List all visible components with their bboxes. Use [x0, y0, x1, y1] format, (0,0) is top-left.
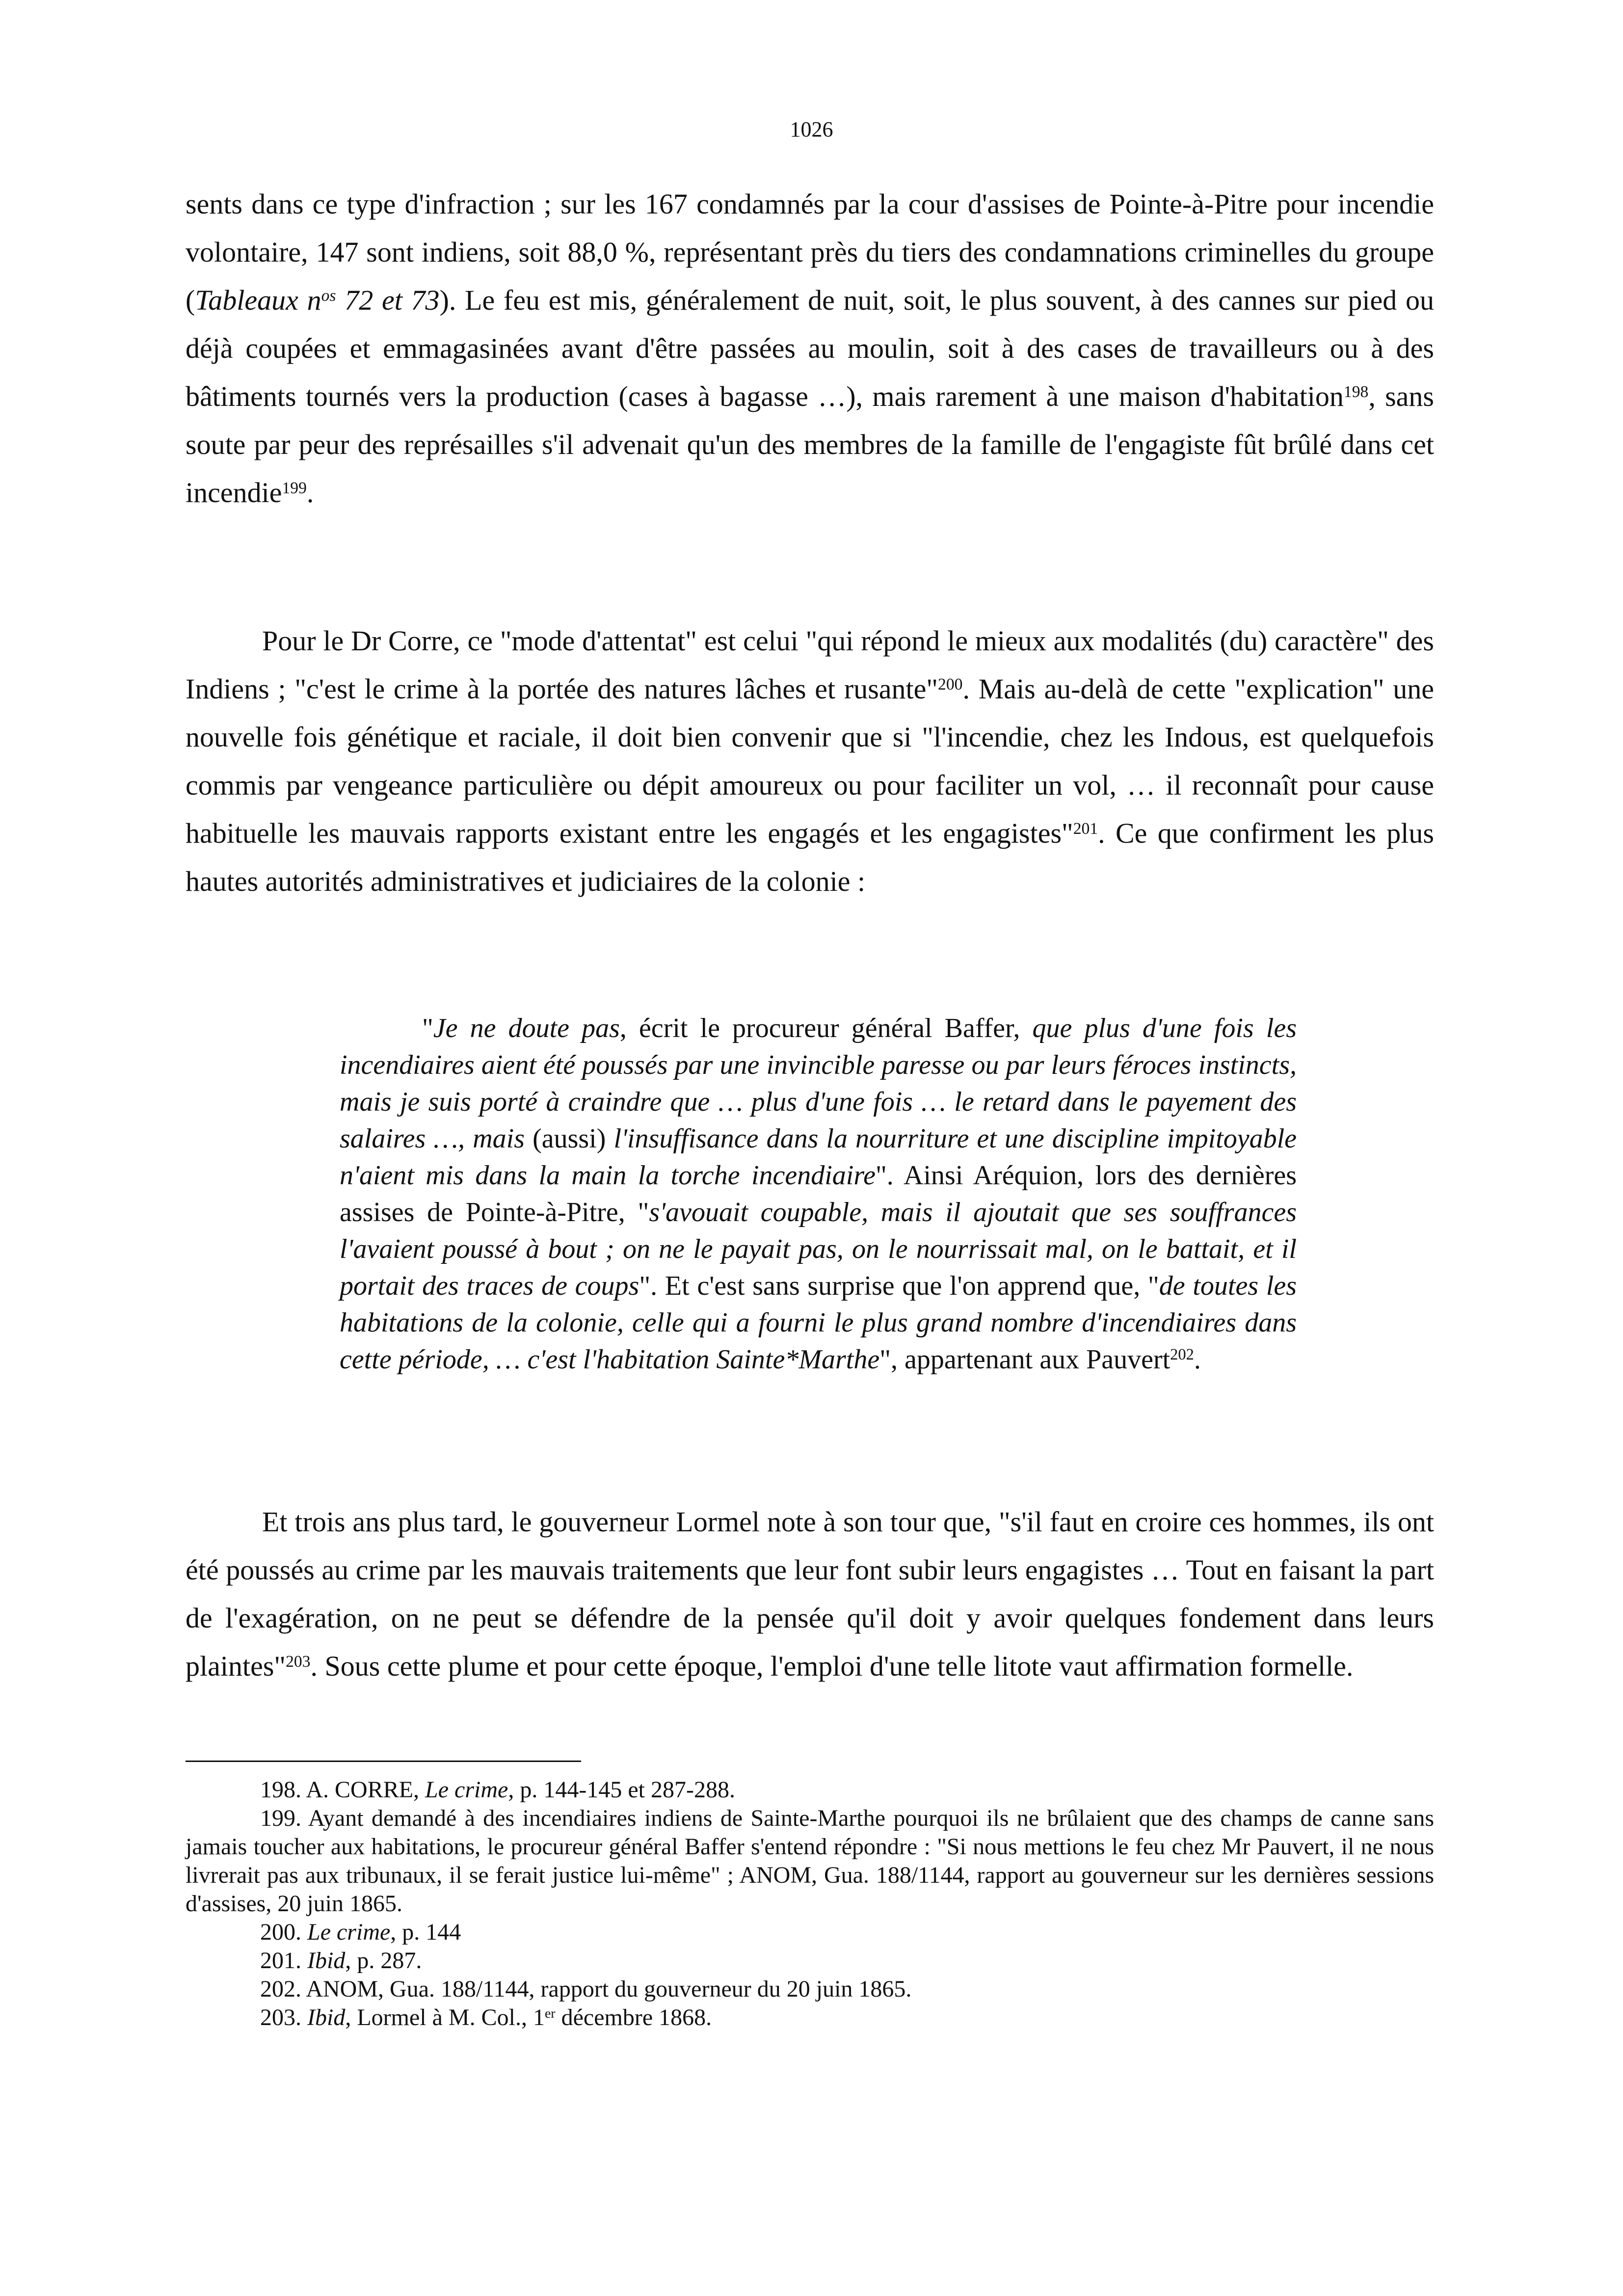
paragraph-1: sents dans ce type d'infraction ; sur les 167 condamnés par la cour d'assises de Pointe-à-Pitre pour incendie volontaire, 147 sont indiens, soit 88,0 %, représentant près du tiers des condamnations criminelles du groupe (Tableaux $n^{os}$ 72 et 73). Le feu est mis, généralement de nuit, soit, le plus souvent, à des cannes sur pied ou déjà coupées et emmagasinées avant d'être passées au moulin, soit à des cases de travailleurs ou à des bâtiments tournés vers la production (cases à bagasse …), mais rarement à une maison d'habitation$^{198}$, sans soute par peur des représailles s'il advenait qu'un des membres de la famille de l'engagiste fût brûlé dans cet incendie$^{199}$.: [186, 188, 1434, 508]
footnote-202: 202. ANOM, Gua. 188/1144, rapport du gouverneur du 20 juin 1865.: [260, 1976, 912, 2002]
footnote-201: 201. Ibid, p. 287.: [260, 1948, 422, 1974]
footnote-200: 200. Le crime, p. 144: [260, 1919, 461, 1945]
footnote-ref-203: 203: [286, 1652, 311, 1671]
footnotes: [186, 1776, 1434, 2032]
tableaux-reference: Tableaux $n^{os}$ 72 et 73: [195, 284, 440, 316]
block-quote: "Je ne doute pas, écrit le procureur général Baffer, que plus d'une fois les incendiaires aient été poussés par une invincible paresse ou par leurs féroces instincts, mais je suis porté à craindre que … plus d'une fois … le retard dans le payement des salaires …, mais (aussi) l'insuffisance dans la nourriture et une discipline impitoyable n'aient mis dans la main la torche incendiaire". Ainsi Aréquion, lors des dernières assises de Pointe-à-Pitre, "s'avouait coupable, mais il ajoutait que ses souffrances l'avaient poussé à bout ; on ne le payait pas, on le nourrissait mal, on le battait, et il portait des traces de coups". Et c'est sans surprise que l'on apprend que, "de toutes les habitations de la colonie, celle qui a fourni le plus grand nombre d'incendiaires dans cette période, … c'est l'habitation Sainte*Marthe", appartenant aux Pauvert$^{202}$.: [340, 1013, 1297, 1375]
footnote-separator: [186, 1761, 581, 1762]
footnote-ref-199: 199: [282, 479, 307, 497]
paragraph-3: Et trois ans plus tard, le gouverneur Lormel note à son tour que, "s'il faut en croire ces hommes, ils ont été poussés au crime par les mauvais traitements que leur font subir leurs engagistes … Tout en faisant la part de l'exagération, on ne peut se défendre de la pensée qu'il doit y avoir quelques fondement dans leurs plaintes"$^{203}$. Sous cette plume et pour cette époque, l'emploi d'une telle litote vaut affirmation formelle.: [186, 1506, 1434, 1682]
footnote-ref-201: 201: [1073, 819, 1098, 838]
footnote-ref-200: 200: [938, 675, 963, 694]
paragraph-2: Pour le Dr Corre, ce "mode d'attentat" est celui "qui répond le mieux aux modalités (du) caractère" des Indiens ; "c'est le crime à la portée des natures lâches et rusante"$^{200}$. Mais au-delà de cette "explication" une nouvelle fois génétique et raciale, il doit bien convenir que si "l'incendie, chez les Indous, est quelquefois commis par vengeance particulière ou dépit amoureux ou pour faciliter un vol, … il reconnaît pour cause habituelle les mauvais rapports existant entre les engagés et les engagistes"$^{201}$. Ce que confirment les plus hautes autorités administratives et judiciaires de la colonie :: [186, 625, 1435, 897]
footnote-203: 203. Ibid, Lormel à M. Col., 1er décembre 1868.: [260, 2004, 712, 2030]
footnote-ref-202: 202: [1170, 1346, 1194, 1364]
footnote-198: 198. A. CORRE, Le crime, p. 144-145 et 287-288.: [260, 1777, 735, 1803]
footnote-199: 199. Ayant demandé à des incendiaires indiens de Sainte-Marthe pourquoi ils ne brûlaient que des champs de canne sans jamais toucher aux habitations, le procureur général Baffer s'entend répondre : "Si nous mettions le feu chez Mr Pauvert, il ne nous livrerait pas aux tribunaux, il se ferait justice lui-même" ; ANOM, Gua. 188/1144, rapport au gouverneur sur les dernières sessions d'assises, 20 juin 1865.: [186, 1805, 1434, 1917]
footnote-ref-198: 198: [1343, 382, 1369, 401]
page-number: 1026: [790, 117, 833, 141]
